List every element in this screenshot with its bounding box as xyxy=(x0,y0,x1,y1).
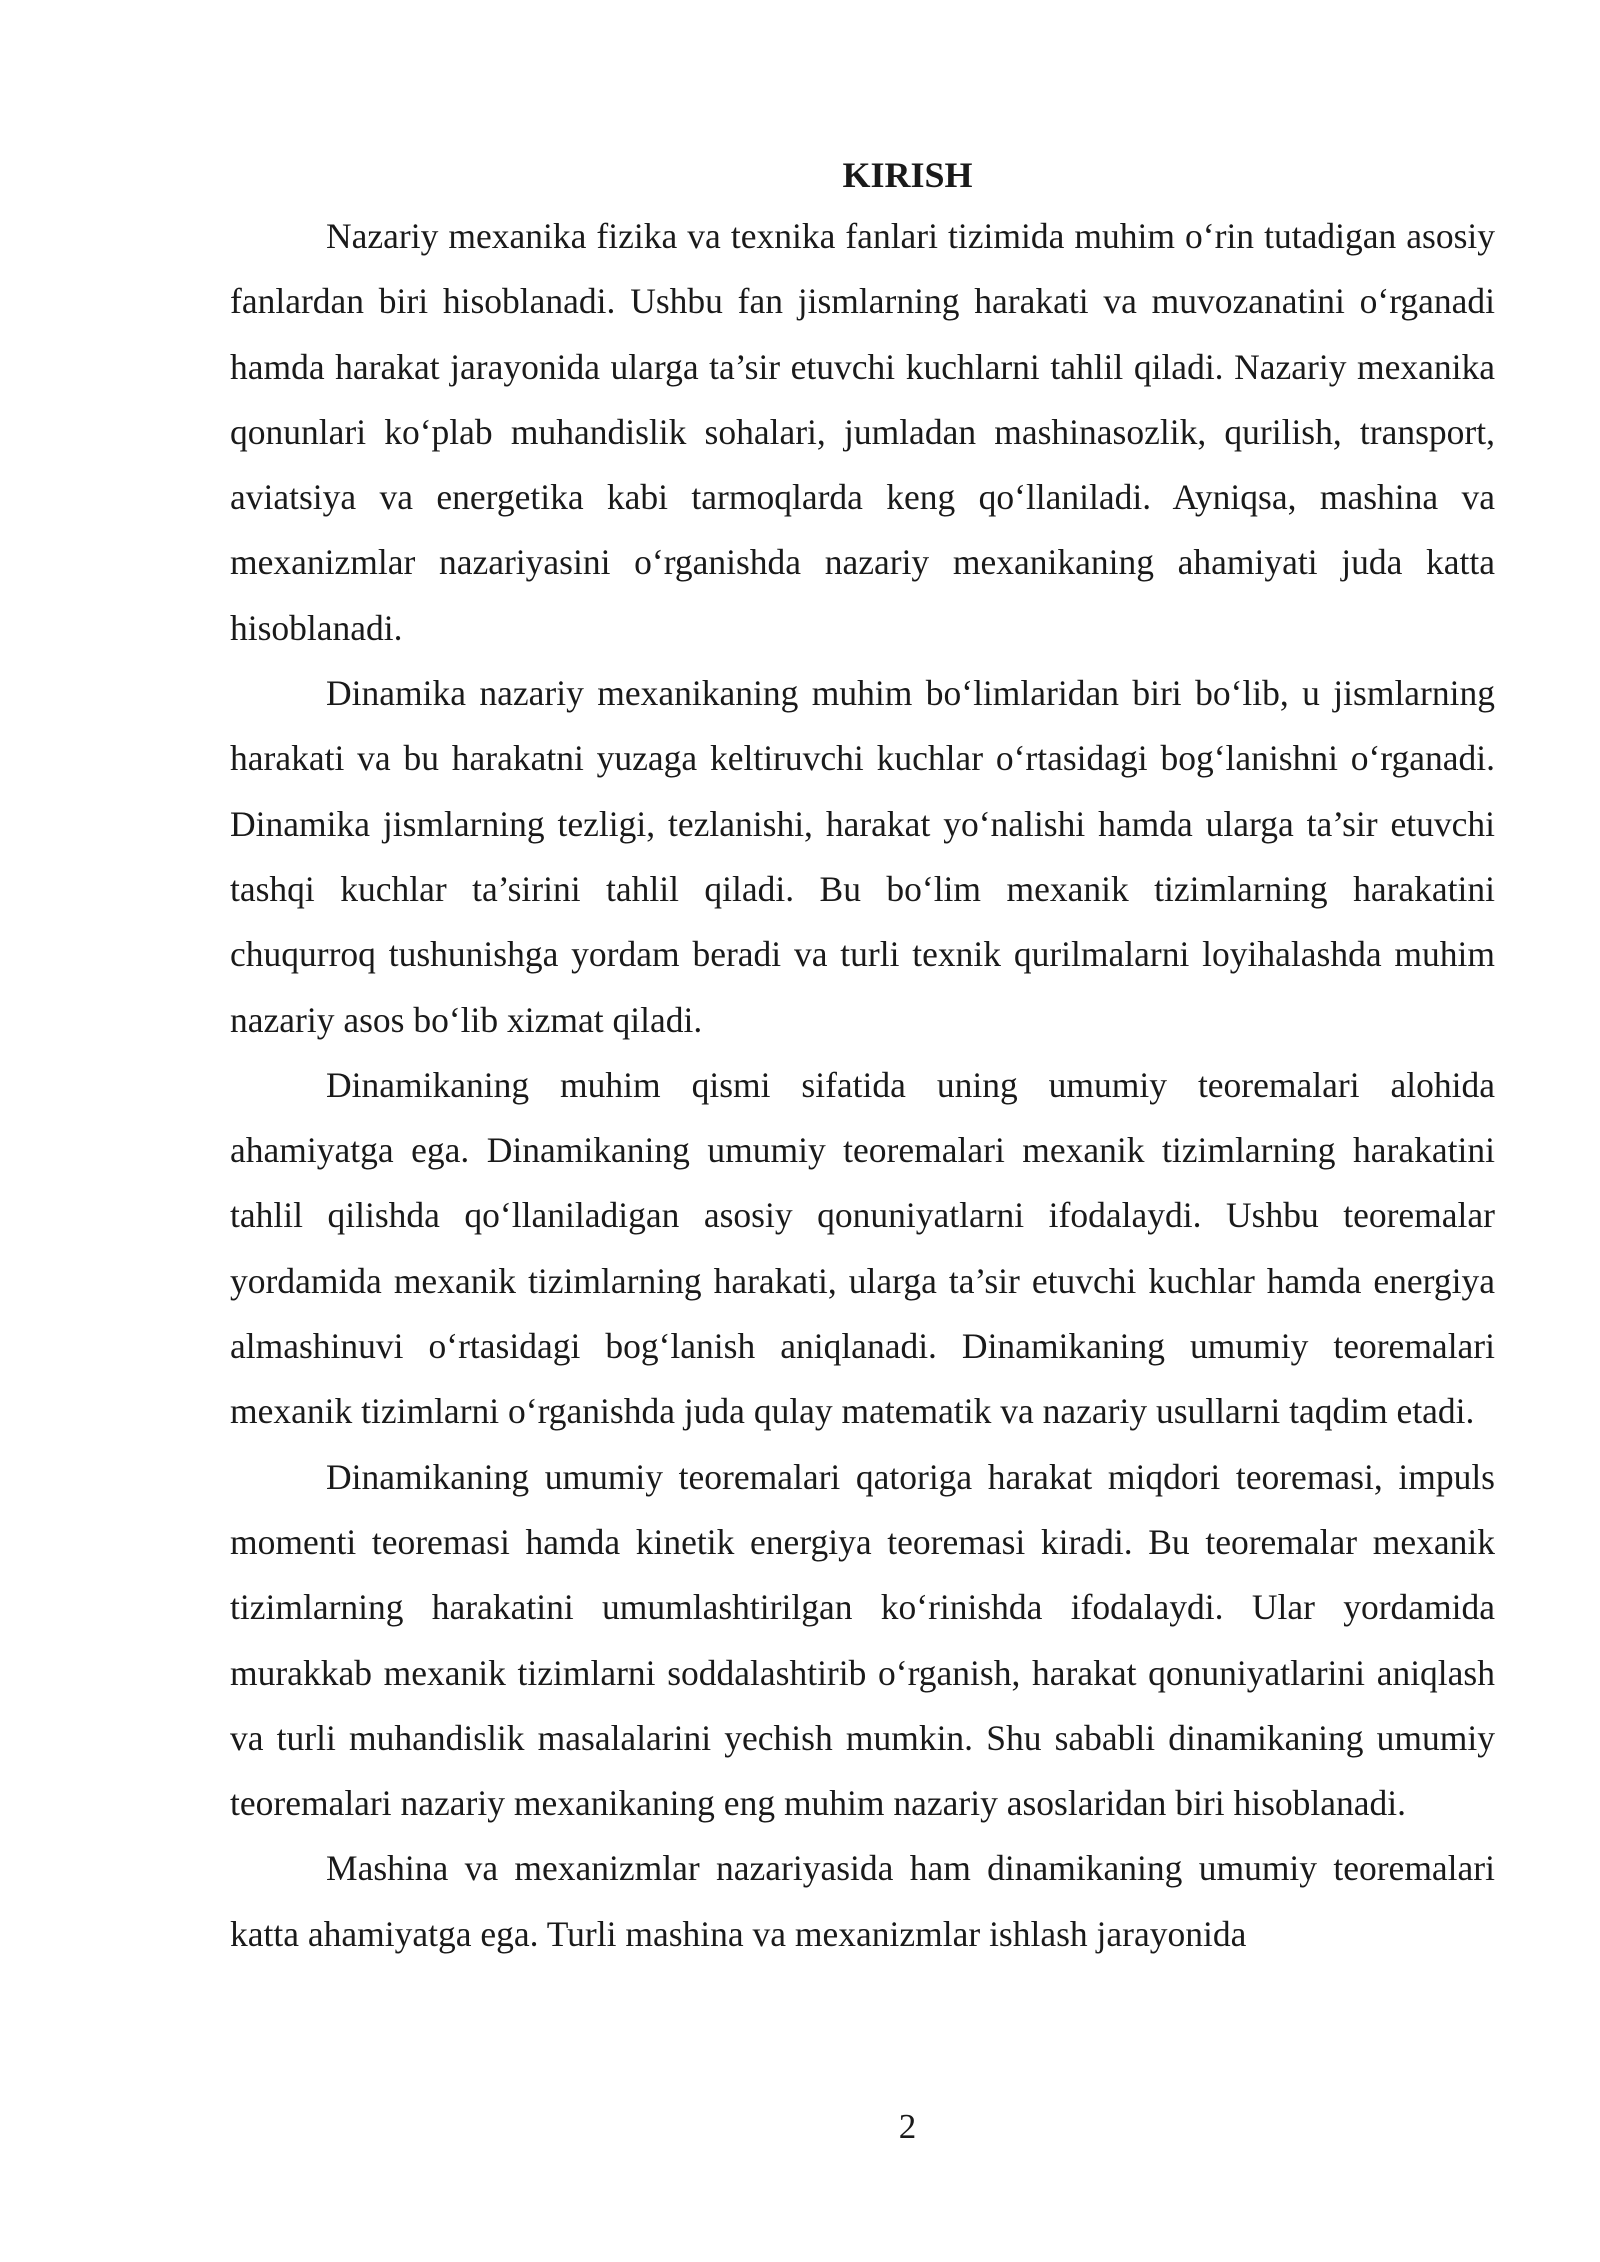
section-heading: KIRISH xyxy=(842,155,973,195)
paragraph-1: Nazariy mexanika fizika va texnika fanlari tizimida muhim o‘rin tutadigan asosiy fanlardan biri hisoblanadi. Ushbu fan jismlarning harakati va muvozanatini o‘rganadi hamda harakat jarayonida ularga ta’sir etuvchi kuchlarni tahlil qiladi. Nazariy mexanika qonunlari ko‘plab muhandislik sohalari, jumladan mashinasozlik, qurilish, transport, aviatsiya va energetika kabi tarmoqlarda keng qo‘llaniladi. Ayniqsa, mashina va mexanizmlar nazariyasini o‘rganishda nazariy mexanikaning ahamiyati juda katta hisoblanadi. xyxy=(230,216,1495,648)
paragraph-3: Dinamikaning muhim qismi sifatida uning umumiy teoremalari alohida ahamiyatga ega. Dinamikaning umumiy teoremalari mexanik tizimlarning harakatini tahlil qilishda qo‘llaniladigan asosiy qonuniyatlarni ifodalaydi. Ushbu teoremalar yordamida mexanik tizimlarning harakati, ularga ta’sir etuvchi kuchlar hamda energiya almashinuvi o‘rtasidagi bog‘lanish aniqlanadi. Dinamikaning umumiy teoremalari mexanik tizimlarni o‘rganishda juda qulay matematik va nazariy usullarni taqdim etadi. xyxy=(230,1064,1495,1432)
document-page xyxy=(230,150,1495,1967)
paragraph-5: Mashina va mexanizmlar nazariyasida ham dinamikaning umumiy teoremalari katta ahamiyatga ega. Turli mashina va mexanizmlar ishlash jarayonida xyxy=(230,1848,1495,1954)
paragraph-4: Dinamikaning umumiy teoremalari qatoriga harakat miqdori teoremasi, impuls momenti teoremasi hamda kinetik energiya teoremasi kiradi. Bu teoremalar mexanik tizimlarning harakatini umumlashtirilgan ko‘rinishda ifodalaydi. Ular yordamida murakkab mexanik tizimlarni soddalashtirib o‘rganish, harakat qonuniyatlarini aniqlash va turli muhandislik masalalarini yechish mumkin. Shu sababli dinamikaning umumiy teoremalari nazariy mexanikaning eng muhim nazariy asoslaridan biri hisoblanadi. xyxy=(230,1456,1495,1824)
page-number: 2 xyxy=(898,2107,917,2146)
paragraph-2: Dinamika nazariy mexanikaning muhim bo‘limlaridan biri bo‘lib, u jismlarning harakati va bu harakatni yuzaga keltiruvchi kuchlar o‘rtasidagi bog‘lanishni o‘rganadi. Dinamika jismlarning tezligi, tezlanishi, harakat yo‘nalishi hamda ularga ta’sir etuvchi tashqi kuchlar ta’sirini tahlil qiladi. Bu bo‘lim mexanik tizimlarning harakatini chuqurroq tushunishga yordam beradi va turli texnik qurilmalarni loyihalashda muhim nazariy asos bo‘lib xizmat qiladi. xyxy=(230,673,1495,1040)
